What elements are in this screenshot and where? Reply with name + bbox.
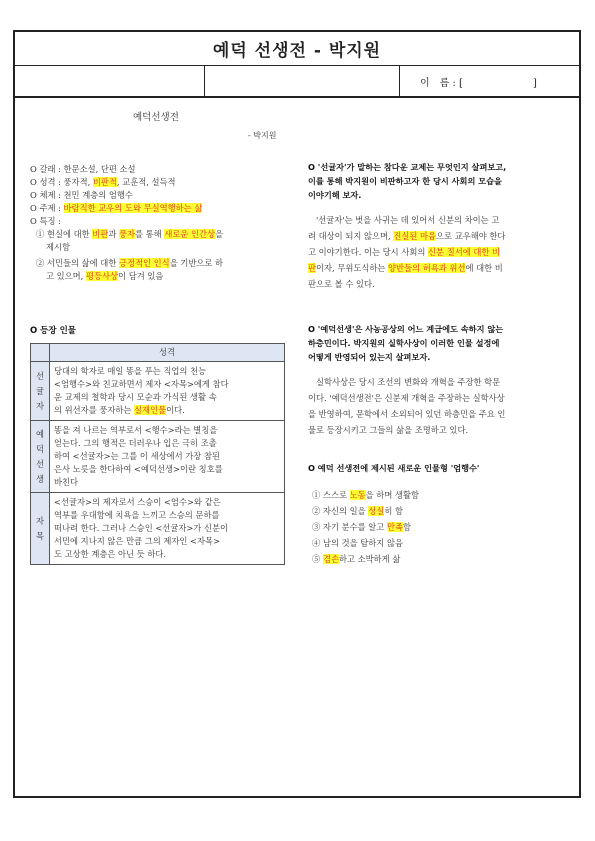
question-1-answer: '선귤자'는 벗을 사귀는 데 있어서 신분의 차이는 고 려 대상이 되지 않으며, 진실된 마음으로 교우해야 한다 고 이야기한다. 이는 당시 사회의 신분 질서에 대한 비 판이자, 무위도식하는 양반들의 허욕과 위선에 대한 비 판으로 볼 수 있다. <box>308 215 506 289</box>
character-name: 자목 <box>31 493 50 565</box>
title-text: 예덕 선생전 - 박지원 <box>212 41 382 61</box>
genre-line: O 갈래 : 한문소설, 단편 소설 <box>30 164 136 174</box>
table-corner <box>31 344 50 362</box>
question-3-heading: O 예덕 선생전에 제시된 새로운 인물형 '엄행수' <box>308 463 480 473</box>
question-2 <box>308 322 570 438</box>
table-row <box>31 493 285 565</box>
work-title: 예덕선생전 <box>133 112 179 123</box>
list-item: ③ 자기 분수를 알고 만족함 <box>312 522 411 532</box>
character-description: 당대의 학자로 매일 똥을 푸는 직업의 천능 <엄행수>와 친교하면서 제자 <자목>에게 참다 운 교제의 철학과 당시 모순과 가식된 생활 속 의 위선자를 풍자하는 실재인물이다. <box>50 362 285 421</box>
work-author: - 박지원 <box>248 131 277 140</box>
feature-2: ② 서민들의 삶에 대한 긍정적인 인식을 기반으로 하 고 있으며, 평등사상이 담겨 있음 <box>36 258 224 281</box>
nature-line: O 성격 : 풍자적, 비판적, 교훈적, 설득적 <box>30 177 176 187</box>
table-row <box>31 421 285 493</box>
table-header: 성격 <box>50 344 285 362</box>
feature-1: ① 현실에 대한 비판과 풍자를 통해 새로운 인간상을 제시함 <box>36 229 224 252</box>
list-item: ⑤ 겸손하고 소박하게 삶 <box>312 554 401 564</box>
info-row <box>15 65 579 98</box>
question-2-answer: 실학사상은 당시 조선의 변화와 개혁을 주장한 학문 이다. '예덕선생전'은 신분제 개혁을 주장하는 실학사상 을 반영하여, 문학에서 소외되어 있던 하층민을 주요 인 물로 등장시키고 그들의 삶을 조명하고 있다. <box>308 377 506 435</box>
worksheet-title <box>15 32 579 66</box>
traits-list <box>308 487 570 567</box>
characters-table <box>30 343 285 565</box>
list-item: ④ 남의 것을 탐하지 않음 <box>312 538 403 548</box>
summary-block <box>30 163 290 283</box>
info-cell-2 <box>204 65 400 96</box>
name-close: ] <box>532 78 537 89</box>
theme-line: O 주제 : 바람직한 교우의 도와 무실역행하는 삶 <box>30 203 203 213</box>
character-name: 선귤자 <box>31 362 50 421</box>
character-name: 예덕선생 <box>31 421 50 493</box>
question-1 <box>308 160 570 292</box>
question-2-heading: O '예덕선생'은 사농공상의 어느 계급에도 속하지 않는 하층민이다. 박지원의 실학사상이 이러한 인물 설정에 어떻게 반영되어 있는지 살펴보자. <box>308 324 504 362</box>
name-field[interactable] <box>420 74 537 89</box>
info-cell-1 <box>15 65 205 96</box>
list-item: ① 스스로 노동을 하며 생활함 <box>312 490 420 500</box>
highlight: 바람직한 교우의 도와 무실역행하는 삶 <box>63 203 203 213</box>
character-description: <선귤자>의 제자로서 스승이 <엄수>와 같은 역부를 우대함에 치욕을 느끼고 스승의 문하를 떠나려 한다. 그러나 스승인 <선귤자>가 신분이 서민에 지나지 않은 만큼 그의 제자인 <자목> 도 고상한 계층은 아닌 듯 하다. <box>50 493 285 565</box>
highlight: 비판적 <box>92 177 117 187</box>
table-row <box>31 362 285 421</box>
list-item: ② 자신의 일을 성실히 함 <box>312 506 403 516</box>
character-description: 똥을 져 나르는 역부로서 <행수>라는 별칭을 얻는다. 그의 행적은 더러우나 입은 극히 조촐 하여 <선귤자>는 그를 이 세상에서 가장 참된 은사 노릇을 한다하여 <예덕선생>이란 칭호를 바친다 <box>50 421 285 493</box>
characters-heading: O 등장 인물 <box>30 326 76 336</box>
setting-line: O 체제 : 천민 계층의 엄행수 <box>30 190 133 200</box>
highlight: 실재인물 <box>134 405 167 415</box>
question-1-heading: O '선귤자'가 말하는 참다운 교제는 무엇인지 살펴보고, 이를 통해 박지원이 비판하고자 한 당시 사회의 모습을 이야기해 보자. <box>308 162 507 200</box>
name-label: 이 름 : [ <box>420 78 463 89</box>
question-3 <box>308 462 570 567</box>
features-label: O 특징 : <box>30 216 61 226</box>
